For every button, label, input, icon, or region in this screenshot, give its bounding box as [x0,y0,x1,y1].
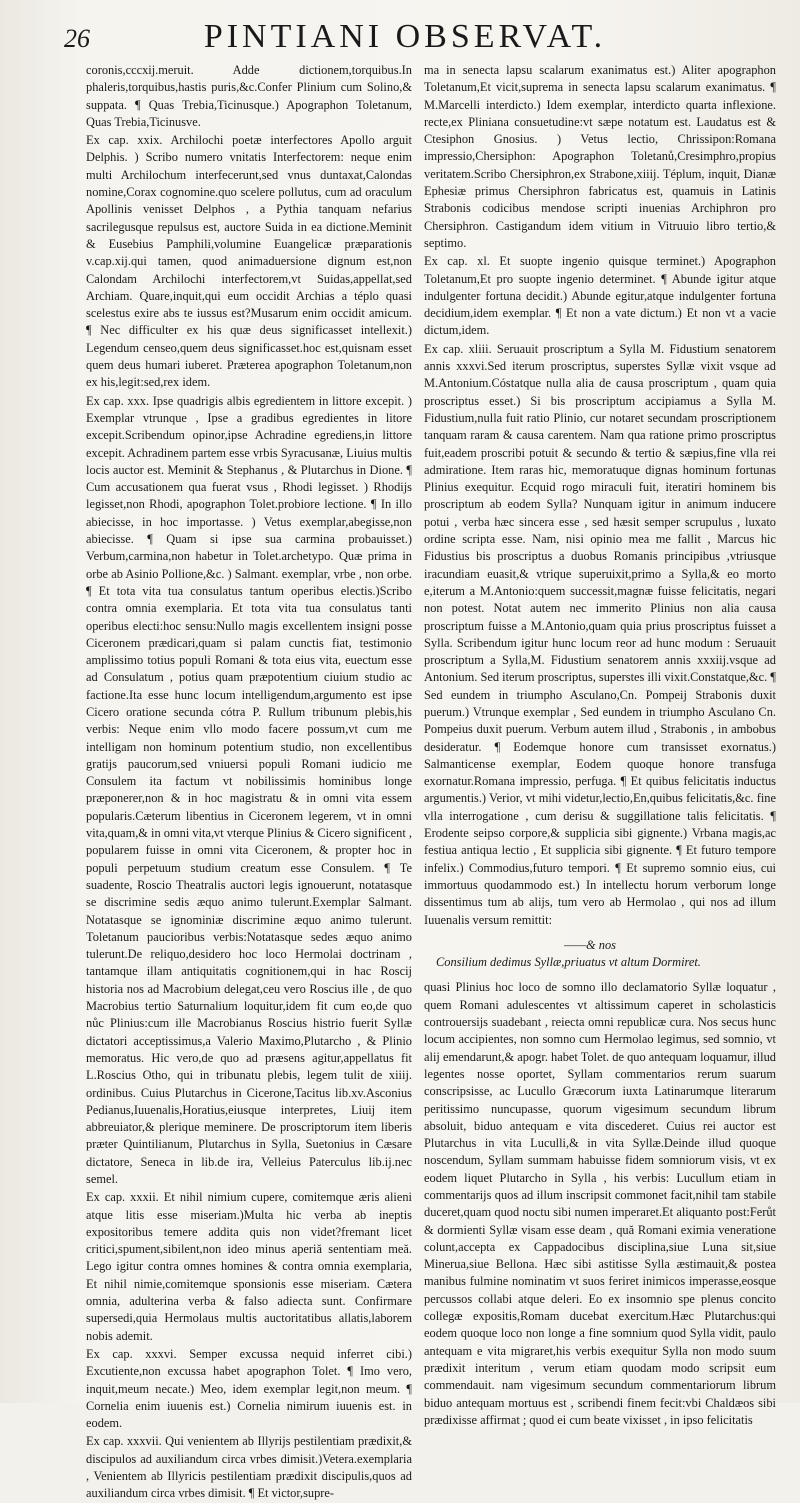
left-text-column [86,62,412,1501]
verse-quotation [424,937,776,972]
text-paragraph: Ex cap. xxxvi. Semper excussa nequid inferret cibi.) Excutiente,non excussa habet apographon Tolet. ¶ Imo vero, inquit,meum necate.) Meo, idem exemplar legit,non meum. ¶ Cornelia enim iuuenis est.) Cornelia nimirum iuuenis est. in eodem. [86,1346,412,1431]
text-paragraph: Ex cap. xxxii. Et nihil nimium cupere, comitemque æris alieni atque litis esse miseriam.)Multa hic verba ab ineptis expositoribus temere addita quis non videt?fremant licet critici,spument,sibilent,non ideo minus aperiă sententiam meă. Lego igitur contra omnes homines & contra omnia exemplaria, Et nihil nimie,comitemque sponsionis esse miseriam. Cætera omnia, adulterina verba & falso adiecta sunt. Confirmare supersedi,quia Hermolaus multis auctoritatibus allatis,laborem nobis ademit. [86,1190,412,1343]
text-paragraph: Ex cap. xxxvii. Qui venientem ab Illyrijs pestilentiam prædixit,& discipulos ad auxiliandum circa vrbes dimisit.)Vetera.exemplaria , Venientem ab Illyricis pestilentiam prædixit discipulis,quos ad auxiliandum circa vrbes dimisit. ¶ Et victor,supre- [86,1434,412,1501]
text-paragraph: Ex cap. xxix. Archilochi poetæ interfectores Apollo arguit Delphis. ) Scribo numero vnitatis Interfectorem: neque enim multi Archilochum interfecerunt,sed vnus duntaxat,Calondas nomine,Corax cognomine.quo scelere pollutus, cum ad oraculum Apollinis venisset Delphos , a Pythia tanquam nefarius sacrilegusque repulsus est, auctore Suida in ea dictione.Meminit & Eusebius Pamphili,volumine Euangelicæ præparationis v.cap.xij.qui tamen, quod animaduersione dignum est,non Calondam Archilochi interfectorem,vt Suidas,appellat,sed Archiam. Quare,inquit,qui eum occidit Archias a téplo quasi scelestus exire abs te iussus est?Musarum enim occidit amicum. ¶ Nec difficulter ex his quæ deus significasset intellexit.) Legendum censeo,quem deus significasset.hoc est,quisnam esset quem deus humari iuberet. Præterea apographon Toletanum,non ex his,legit:sed,rex idem. [86,133,412,390]
text-paragraph: quasi Plinius hoc loco de somno illo declamatorio Syllæ loquatur , quem Romani adulescentes vt altissimum caperet in scholasticis controuersijs suadebant , reiecta omni republicæ cura. Nos secus hunc locum accipientes, non somno cum Hermolao legimus, sed somnio, vt alij emendarunt,& apogr. habet Tolet. de quo antequam loquamur, illud legentes nosse oportet, Syllam commentarios rerum suarum conscripsisse, ac Lucullo Græcorum iuxta Latinarumque literarum peritissimo nuncupasse, quorum vigesimum secundum librum absoluit, biduo antequam e vita discederet. Cuius rei auctor est Plutarchus in vita Luculli,& in vita Syllæ.Deinde illud quoque noscendum, Syllam summam habuisse fidem somniorum visis, vt ex eodem liquet Plutarcho in Sylla , his verbis: Lucullum etiam in commentarijs quos ad illum inscripsit commonet facit,nihil tam stabile duceret,quam quod noctu sibi numen imperaret.Et aliquanto post:Ferůt & dormienti Syllæ visam esse deam , quă Romani eximia veneratione colunt,accepta ex Cappadocibus disciplina,siue Luna sit,siue Minerua,siue Bellona. Hæc sibi astitisse Sylla æstimauit,& postea manibus fulmine nominatim vt suos feriret inimicos imperasse,eosque percussos collabi atque deleri. Eo ex insomnio spe plenus concito collegæ expositis,Romam ducebat exercitum.Hæc Plutarchus:qui eodem quoque loco non longe a fine somnium quod Sylla vidit, paulo antequam e vita migraret,his verbis exequitur Sylla non modo suum prædixit interitum , verum etiam quodam modo scripsit eum commendauit. nam vigesimum secundum commentariorum librum biduo antequam mortuus est , scribendi finem fecit:vbi Chaldæos sibi prædixisse affirmat ; quod ei cum beate vixisset , in ipso felicitatis [424,980,776,1427]
page-number: 26 [64,24,90,53]
verse-line: ——& nos [564,937,616,952]
text-paragraph: Ex cap. xxx. Ipse quadrigis albis egredientem in littore excepit. ) Exemplar vtrunque , Ipse a gradibus egredientes in litore excepit.Scribendum opinor,ipse Achradine egrediens,in littore excepit. Achradinem partem esse vrbis Syracusanæ, Liuius multis locis auctor est. Meminit & Stephanus , & Plutarchus in Dione. ¶ Cum accusationem qua fuerat vsus , Rhodi legisset. ) Rhodijs legisset,non Rhodi, apographon Tolet.probiore lectione. ¶ In illo abiecisse, in hoc importasse. ) Vetus exemplar,abegisse,non abiecisse. ¶ Quam si ipse sua carmina probauisset.) Verbum,carmina,non habetur in Tolet.archetypo. Quæ prima in orbe ab Asinio Pollione,&c. ) Salmant. exemplar, vrbe , non orbe. ¶ Et tota vita tua consulatus tantum operibus electis.)Scribo contra omnia exemplaria. Et tota vita tua consulatus tanti operibus electi:hoc sensu:Nullo magis excellentem insigni posse Ciceronem prædicari,quam si palam cunctis fiat, testimonio amplissimo totius populi Romani & tota eius vita, euectum esse ad Consulatum , potius quam præpotentium ciuium studio ac factione.Ita esse hunc locum intelligendum,argumento est ipse Cicero oratione secunda cótra P. Rullum tribunum plebis,his verbis: Neque enim vllo modo facere possum,vt cum me intelligam non hominum potentium studio, non excellentibus gratijs paucorum,sed vniuersi populi Romani iudicio me Consulem ita factum vt nobilissimis hominibus longe præponerer,non & in hoc magistratu & in omni vita essem popularis.Cæterum libentius in Ciceronem legerem, vt in omni vita,quam,& in omni vita,vt vterque Plinius & Cicero significent , popularem fuisse in omni vita Ciceronem, & propter hoc in populi perpetuum studium creatum esse Consulem. ¶ Te suadente, Roscio Theatralis auctori legis ignouerunt, notatasque se discrimine sedis æquo animo tulerunt.Exemplar Salmant. Notatasque se ignominiæ discrimine æquo animo tulerunt. Toletanum paucioribus verbis:Notatasque sedes æquo animo tulerunt.De reliquo,desidero hoc loco Hermolai doctrinam , tantamque illam antiquitatis cognitionem,qui in hac Roscij historia nos ad Macrobium delegat,ceu vero Roscius ille , de quo Macrobius tertio Saturnalium loquitur,idem fit cum eo,de quo nůc Plinius:cum ille Macrobianus Roscius histrio fuerit Syllæ dictatori acceptissimus,a Valerio Maximo,Plutarcho , & Plinio memoratus. Hic vero,de quo ad præsens agitur,appellatus fit L.Roscius Otho, qui in tribunatu plebis, legem tulit de xiiij. ordinibus. Cuius Plutarchus in Cicerone,Tacitus lib.xv.Asconius Pedianus,Iuuenalis,Horatius,eiusque interpretes, Liuij item abbreuiator,& plerique meminere. De proscriptorum item liberis præter Quintilianum, Plutarchus in Sylla, Suetonius in Cæsare dictatore, Seneca in lib.de ira, Velleius Paterculus lib.ij.nec semel. [86,393,412,1186]
text-paragraph: ma in senecta lapsu scalarum exanimatus est.) Aliter apographon Toletanum,Et vicit,suprema in senecta lapsu scalarum exanimatus. ¶ M.Marcelli interdicto.) Idem exemplar, interdicto quarta inflexione. recte,ex Pliniana consuetudine:vt sæpe notatum est. Laudatus est & Ctesiphon Gnosius. ) Vetus lectio, Chrissipon:Romana impressio,Chersiphon: Apographon Toletanů,Cresimphro,propius veritatem.Scribo Chersiphron,ex Strabone,xiiij. Téplum, inquit, Dianæ Ephesiæ primus Chersiphron fabricatus est, quamuis in Latinis Strabonis codicibus mendose scripti inuenias Archiphron pro Chersiphron. Castigandum idem vitium in Vitruuio libro tertio,& septimo. [424,63,776,250]
text-paragraph: coronis,cccxij.meruit. Adde dictionem,torquibus.In phaleris,torquibus,hastis puris,&c.Confer Plinium cum Solino,& suppata. ¶ Quas Trebia,Ticinusque.) Apographon Toletanum, Quas Trebia,Ticinusve. [86,63,412,129]
right-text-column [424,62,776,1427]
page-header [40,18,770,60]
text-paragraph: Ex cap. xliii. Seruauit proscriptum a Sylla M. Fidustium senatorem annis xxxvi.Sed iterum proscriptus, superstes Syllæ vixit vsque ad M.Antonium.Cóstatque nulla alia de causa proscriptum , quam quia proscriptus esset.) Si bis proscriptum accipiamus a Sylla M. Fidustium,nulla fuit ratio Plinio, cur notaret secundam proscriptionem tanquam raram & causa carentem. Nam qua ratione primo proscriptus fuit,eadem proscribi potuit & secundo & tertio & sæpius,fine vlla rei admiratione. Item raras hic, memoratuque dignas hominum fortunas Plinius exequitur. Ecquid rogo miraculi fuit, iteratiri hominem bis proscriptum ab eodem Sylla? Nunquam igitur in animum inducere potui , verba hæc sincera esse , sed hæsit semper scrupulus , luxato ordine scripta esse. Nam, nisi opinio mea me fallit , Marcus hic Fidustius bis proscriptus a duobus Romanis principibus ,vtriusque iracundiam euasit,& vtrique superuixit,primo a Sylla,& eo morto e,iterum a M.Antonio:quem successit,magnæ fuisse felicitatis, negari non potest. Notat autem nec immerito Plinius non alia causa proscriptum fuisse a M.Antonio,quam quia prius proscriptus fuisset a Sylla. Scribendum igitur hunc locum reor ad hunc modum : Seruauit proscriptum a Sylla,M. Fidustium senatorem annis xxxiij.vsque ad Antonium. Sed iterum proscriptus, superstes illi vixit.Constatque,&c. ¶ Sed eundem in triumpho Asculano,Cn. Pompeij Strabonis duxit puerum.) Vtrunque exemplar , Sed eundem in triumpho Asculano Cn. Pompeius duxit puerum. Verbum autem illud , Strabonis , in ambobus desideratur. ¶ Eodemque honore cum transisset exornatus.) Salmanticense exemplar, Eodem quoque honore transfuga exornatur.Romana impressio, perfuga. ¶ Et quibus felicitatis inductus argumentis.) Verior, vt mihi videtur,lectio,En,quibus felicitatis,&c. fine vlla interrogatione , cum derisu & suggillatione talis felicitatis. ¶ Erodente seipso corpore,& supplicia sibi gignente.) Vrbana magis,ac festiua antiqua lectio , Et supplicia sibi gignente. ¶ Et futuro tempore infelix.) Commodius,futuro tempori. ¶ Et supremo somnio eius, cui immortuus quodammodo est.) In intellectu horum verborum longe dissentimus tum ab alijs, tum vero ab Hermolao , qui nos ad illum Iuuenalis versum remittit: [424,341,776,927]
verse-line: Consilium dedimus Syllæ,priuatus vt altum Dormiret. [436,955,701,970]
running-title: PINTIANI OBSERVAT. [203,18,607,55]
text-paragraph: Ex cap. xl. Et suopte ingenio quisque terminet.) Apographon Toletanum,Et pro suopte ingenio determinet. ¶ Abunde igitur atque indulgenter fortuna decidit.) Abunde egitur,atque indulgenter fortuna decidium,idem exemplar. ¶ Et non a vate dictum.) Et non vt a vacie dictum,idem. [424,254,776,338]
